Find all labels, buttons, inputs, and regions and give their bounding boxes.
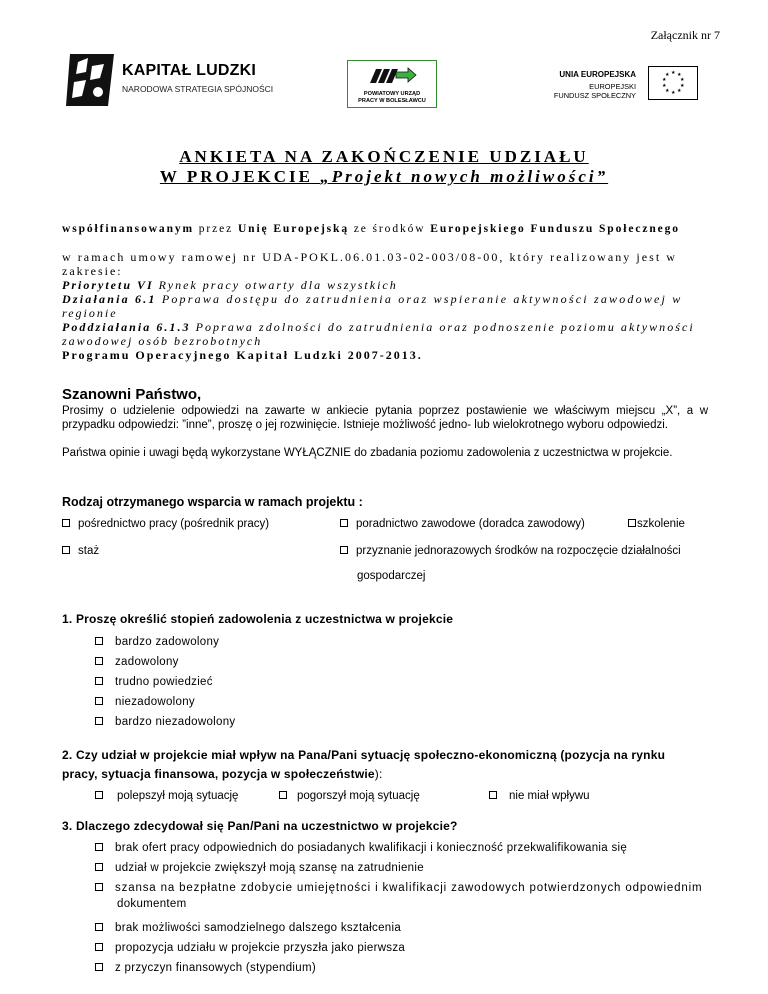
cofinance-w3: Unię Europejską bbox=[237, 223, 349, 235]
program-action bbox=[62, 292, 708, 307]
svg-text:★: ★ bbox=[671, 70, 676, 76]
option-label: nie miał wpływu bbox=[509, 790, 590, 802]
question-1: 1. Proszę określić stopień zadowolenia z uczestnictwa w projekcie bbox=[62, 612, 454, 626]
svg-text:★: ★ bbox=[680, 77, 685, 83]
option-label: trudno powiedzieć bbox=[115, 676, 213, 688]
question-3: 3. Dlaczego zdecydował się Pan/Pani na uczestnictwo w projekcie? bbox=[62, 819, 458, 833]
pup-arrow-icon bbox=[368, 65, 418, 85]
q2-option-improved[interactable] bbox=[95, 790, 238, 802]
support-option-grant-cont: gospodarczej bbox=[357, 570, 426, 582]
checkbox[interactable] bbox=[95, 843, 103, 851]
option-label: propozycja udziału w projekcie przyszła jako pierwsza bbox=[115, 942, 406, 954]
q3-option-6[interactable] bbox=[95, 958, 316, 976]
svg-text:★: ★ bbox=[677, 88, 682, 94]
q3-option-3-cont: dokumentem bbox=[117, 898, 187, 910]
program-subaction bbox=[62, 320, 708, 335]
checkbox[interactable] bbox=[340, 546, 348, 554]
cofinance-line bbox=[62, 223, 708, 235]
action-text-cont: regionie bbox=[62, 306, 118, 320]
subaction-text-cont: zawodowej osób bezrobotnych bbox=[62, 334, 263, 348]
action-label: Działania 6.1 bbox=[62, 292, 157, 306]
subaction-label: Poddziałania 6.1.3 bbox=[62, 320, 191, 334]
q1-option-5[interactable] bbox=[95, 712, 235, 730]
subaction-text: Poprawa zdolności do zatrudnienia oraz podnoszenie poziomu aktywności bbox=[190, 320, 695, 334]
option-label: z przyczyn finansowych (stypendium) bbox=[115, 962, 316, 974]
support-option-internship[interactable] bbox=[62, 545, 99, 557]
program-line1: w ramach umowy ramowej nr UDA-POKL.06.01.03-02-003/08-00, który realizowany jest w bbox=[62, 250, 677, 264]
priority-label: Priorytetu VI bbox=[62, 278, 154, 292]
option-label: brak możliwości samodzielnego dalszego kształcenia bbox=[115, 922, 402, 934]
option-label: szkolenie bbox=[637, 518, 685, 530]
option-label: poradnictwo zawodowe (doradca zawodowy) bbox=[356, 518, 585, 530]
checkbox[interactable] bbox=[95, 637, 103, 645]
eu-logo bbox=[554, 58, 704, 110]
checkbox[interactable] bbox=[95, 883, 103, 891]
eu-flag-icon bbox=[648, 66, 698, 100]
checkbox[interactable] bbox=[62, 546, 70, 554]
program-subaction-cont bbox=[62, 334, 708, 349]
question-2-line2-end: ): bbox=[374, 767, 383, 781]
checkbox[interactable] bbox=[95, 923, 103, 931]
checkbox[interactable] bbox=[95, 963, 103, 971]
program-priority bbox=[62, 278, 708, 293]
q3-option-5[interactable] bbox=[95, 938, 405, 956]
survey-title-text1: ANKIETA NA ZAKOŃCZENIE UDZIAŁU bbox=[179, 147, 589, 166]
q3-option-3[interactable] bbox=[95, 878, 715, 896]
svg-text:★: ★ bbox=[662, 77, 667, 83]
q1-option-2[interactable] bbox=[95, 652, 179, 670]
question-2-line1: 2. Czy udział w projekcie miał wpływ na Pana/Pani sytuację społeczno-ekonomiczną (pozycja na rynku bbox=[62, 748, 666, 762]
survey-title-line1 bbox=[0, 147, 768, 167]
q2-option-no-effect[interactable] bbox=[489, 790, 590, 802]
q1-option-1[interactable] bbox=[95, 632, 219, 650]
support-heading: Rodzaj otrzymanego wsparcia w ramach projektu : bbox=[62, 495, 363, 509]
svg-text:★: ★ bbox=[677, 72, 682, 78]
option-label: staż bbox=[78, 545, 100, 557]
q1-option-3[interactable] bbox=[95, 672, 213, 690]
intro-note: Państwa opinie i uwagi będą wykorzystane WYŁĄCZNIE do zbadania poziomu zadowolenia z uczestnictwa w projekcie. bbox=[62, 447, 673, 459]
survey-title-line2 bbox=[0, 167, 768, 187]
support-option-grant[interactable] bbox=[340, 545, 681, 557]
option-label: polepszył moją sytuację bbox=[117, 790, 239, 802]
support-option-mediation[interactable] bbox=[62, 518, 269, 530]
checkbox[interactable] bbox=[340, 519, 348, 527]
checkbox[interactable] bbox=[95, 717, 103, 725]
option-label: pogorszył moją sytuację bbox=[297, 790, 420, 802]
svg-text:★: ★ bbox=[680, 83, 685, 89]
survey-title-text2 bbox=[160, 167, 608, 186]
checkbox[interactable] bbox=[95, 677, 103, 685]
support-option-training[interactable] bbox=[628, 518, 685, 530]
cofinance-w2: przez bbox=[194, 223, 238, 235]
project-name: „Projekt nowych możliwości” bbox=[320, 167, 609, 186]
option-label: szansa na bezpłatne zdobycie umiejętności i kwalifikacji zawodowych potwierdzonych odpowiednim bbox=[115, 882, 703, 894]
checkbox[interactable] bbox=[628, 519, 636, 527]
kapital-ludzki-title: KAPITAŁ LUDZKI bbox=[122, 62, 257, 79]
intro-paragraph: Prosimy o udzielenie odpowiedzi na zawarte w ankiecie pytania poprzez postawienie we właściwym miejscu „X”, a w przypadku odpowiedzi: ”inne”, proszę o jej rozwinięcie. Istnieje możliwość jedno- lub wielokrotnego wyboru odpowiedzi. bbox=[62, 405, 708, 431]
q3-option-1[interactable] bbox=[95, 838, 627, 856]
program-name: Programu Operacyjnego Kapitał Ludzki 2007-2013. bbox=[62, 348, 423, 362]
q3-option-4[interactable] bbox=[95, 918, 401, 936]
kapital-ludzki-emblem-icon bbox=[64, 52, 118, 108]
checkbox[interactable] bbox=[95, 943, 103, 951]
action-text: Poprawa dostępu do zatrudnienia oraz wspieranie aktywności zawodowej w bbox=[156, 292, 683, 306]
program-line2: zakresie: bbox=[62, 264, 123, 278]
question-2-line2 bbox=[62, 765, 708, 784]
checkbox[interactable] bbox=[279, 791, 287, 799]
support-option-counseling[interactable] bbox=[340, 518, 585, 530]
q1-option-4[interactable] bbox=[95, 692, 195, 710]
option-label: niezadowolony bbox=[115, 696, 195, 708]
svg-text:★: ★ bbox=[662, 83, 667, 89]
kapital-ludzki-subtitle: NARODOWA STRATEGIA SPÓJNOŚCI bbox=[122, 84, 274, 94]
question-2-line2-text: pracy, sytuacja finansowa, pozycja w społeczeństwie bbox=[62, 767, 375, 781]
checkbox[interactable] bbox=[62, 519, 70, 527]
checkbox[interactable] bbox=[95, 863, 103, 871]
title-prefix: W PROJEKCIE bbox=[159, 167, 321, 186]
svg-text:★: ★ bbox=[665, 88, 670, 94]
cofinance-w1: współfinansowanym bbox=[62, 223, 194, 235]
pup-name-line1: POWIATOWY URZĄD bbox=[363, 91, 421, 97]
checkbox[interactable] bbox=[95, 657, 103, 665]
eu-title: UNIA EUROPEJSKA bbox=[559, 70, 636, 79]
q3-option-2[interactable] bbox=[95, 858, 424, 876]
attachment-label: Załącznik nr 7 bbox=[650, 28, 720, 42]
priority-text: Rynek pracy otwarty dla wszystkich bbox=[153, 278, 398, 292]
checkbox[interactable] bbox=[489, 791, 497, 799]
eu-fund bbox=[546, 82, 636, 100]
greeting: Szanowni Państwo, bbox=[62, 386, 202, 403]
cofinance-w4: ze środków bbox=[349, 223, 431, 235]
kapital-ludzki-logo bbox=[64, 52, 274, 110]
option-label: bardzo zadowolony bbox=[115, 636, 220, 648]
pup-name-line2: PRACY W BOLESŁAWCU bbox=[358, 98, 426, 104]
option-label: pośrednictwo pracy (pośrednik pracy) bbox=[78, 518, 270, 530]
svg-text:★: ★ bbox=[671, 90, 676, 96]
option-label: bardzo niezadowolony bbox=[115, 716, 236, 728]
eu-fund-line1: EUROPEJSKI bbox=[589, 82, 636, 91]
checkbox[interactable] bbox=[95, 791, 103, 799]
option-label: brak ofert pracy odpowiednich do posiadanych kwalifikacji i konieczność przekwalifikowania się bbox=[115, 842, 628, 854]
pup-logo bbox=[347, 60, 437, 108]
program-action-cont bbox=[62, 306, 708, 321]
eu-fund-line2: FUNDUSZ SPOŁECZNY bbox=[553, 91, 636, 100]
question-2 bbox=[62, 746, 708, 784]
cofinance-w5: Europejskiego Funduszu Społecznego bbox=[430, 223, 680, 235]
option-label: przyznanie jednorazowych środków na rozpoczęcie działalności bbox=[356, 545, 681, 557]
svg-text:★: ★ bbox=[665, 72, 670, 78]
pup-name bbox=[348, 91, 436, 105]
option-label: udział w projekcie zwiększył moją szansę na zatrudnienie bbox=[115, 862, 424, 874]
q2-option-worsened[interactable] bbox=[279, 790, 420, 802]
checkbox[interactable] bbox=[95, 697, 103, 705]
option-label: zadowolony bbox=[115, 656, 179, 668]
